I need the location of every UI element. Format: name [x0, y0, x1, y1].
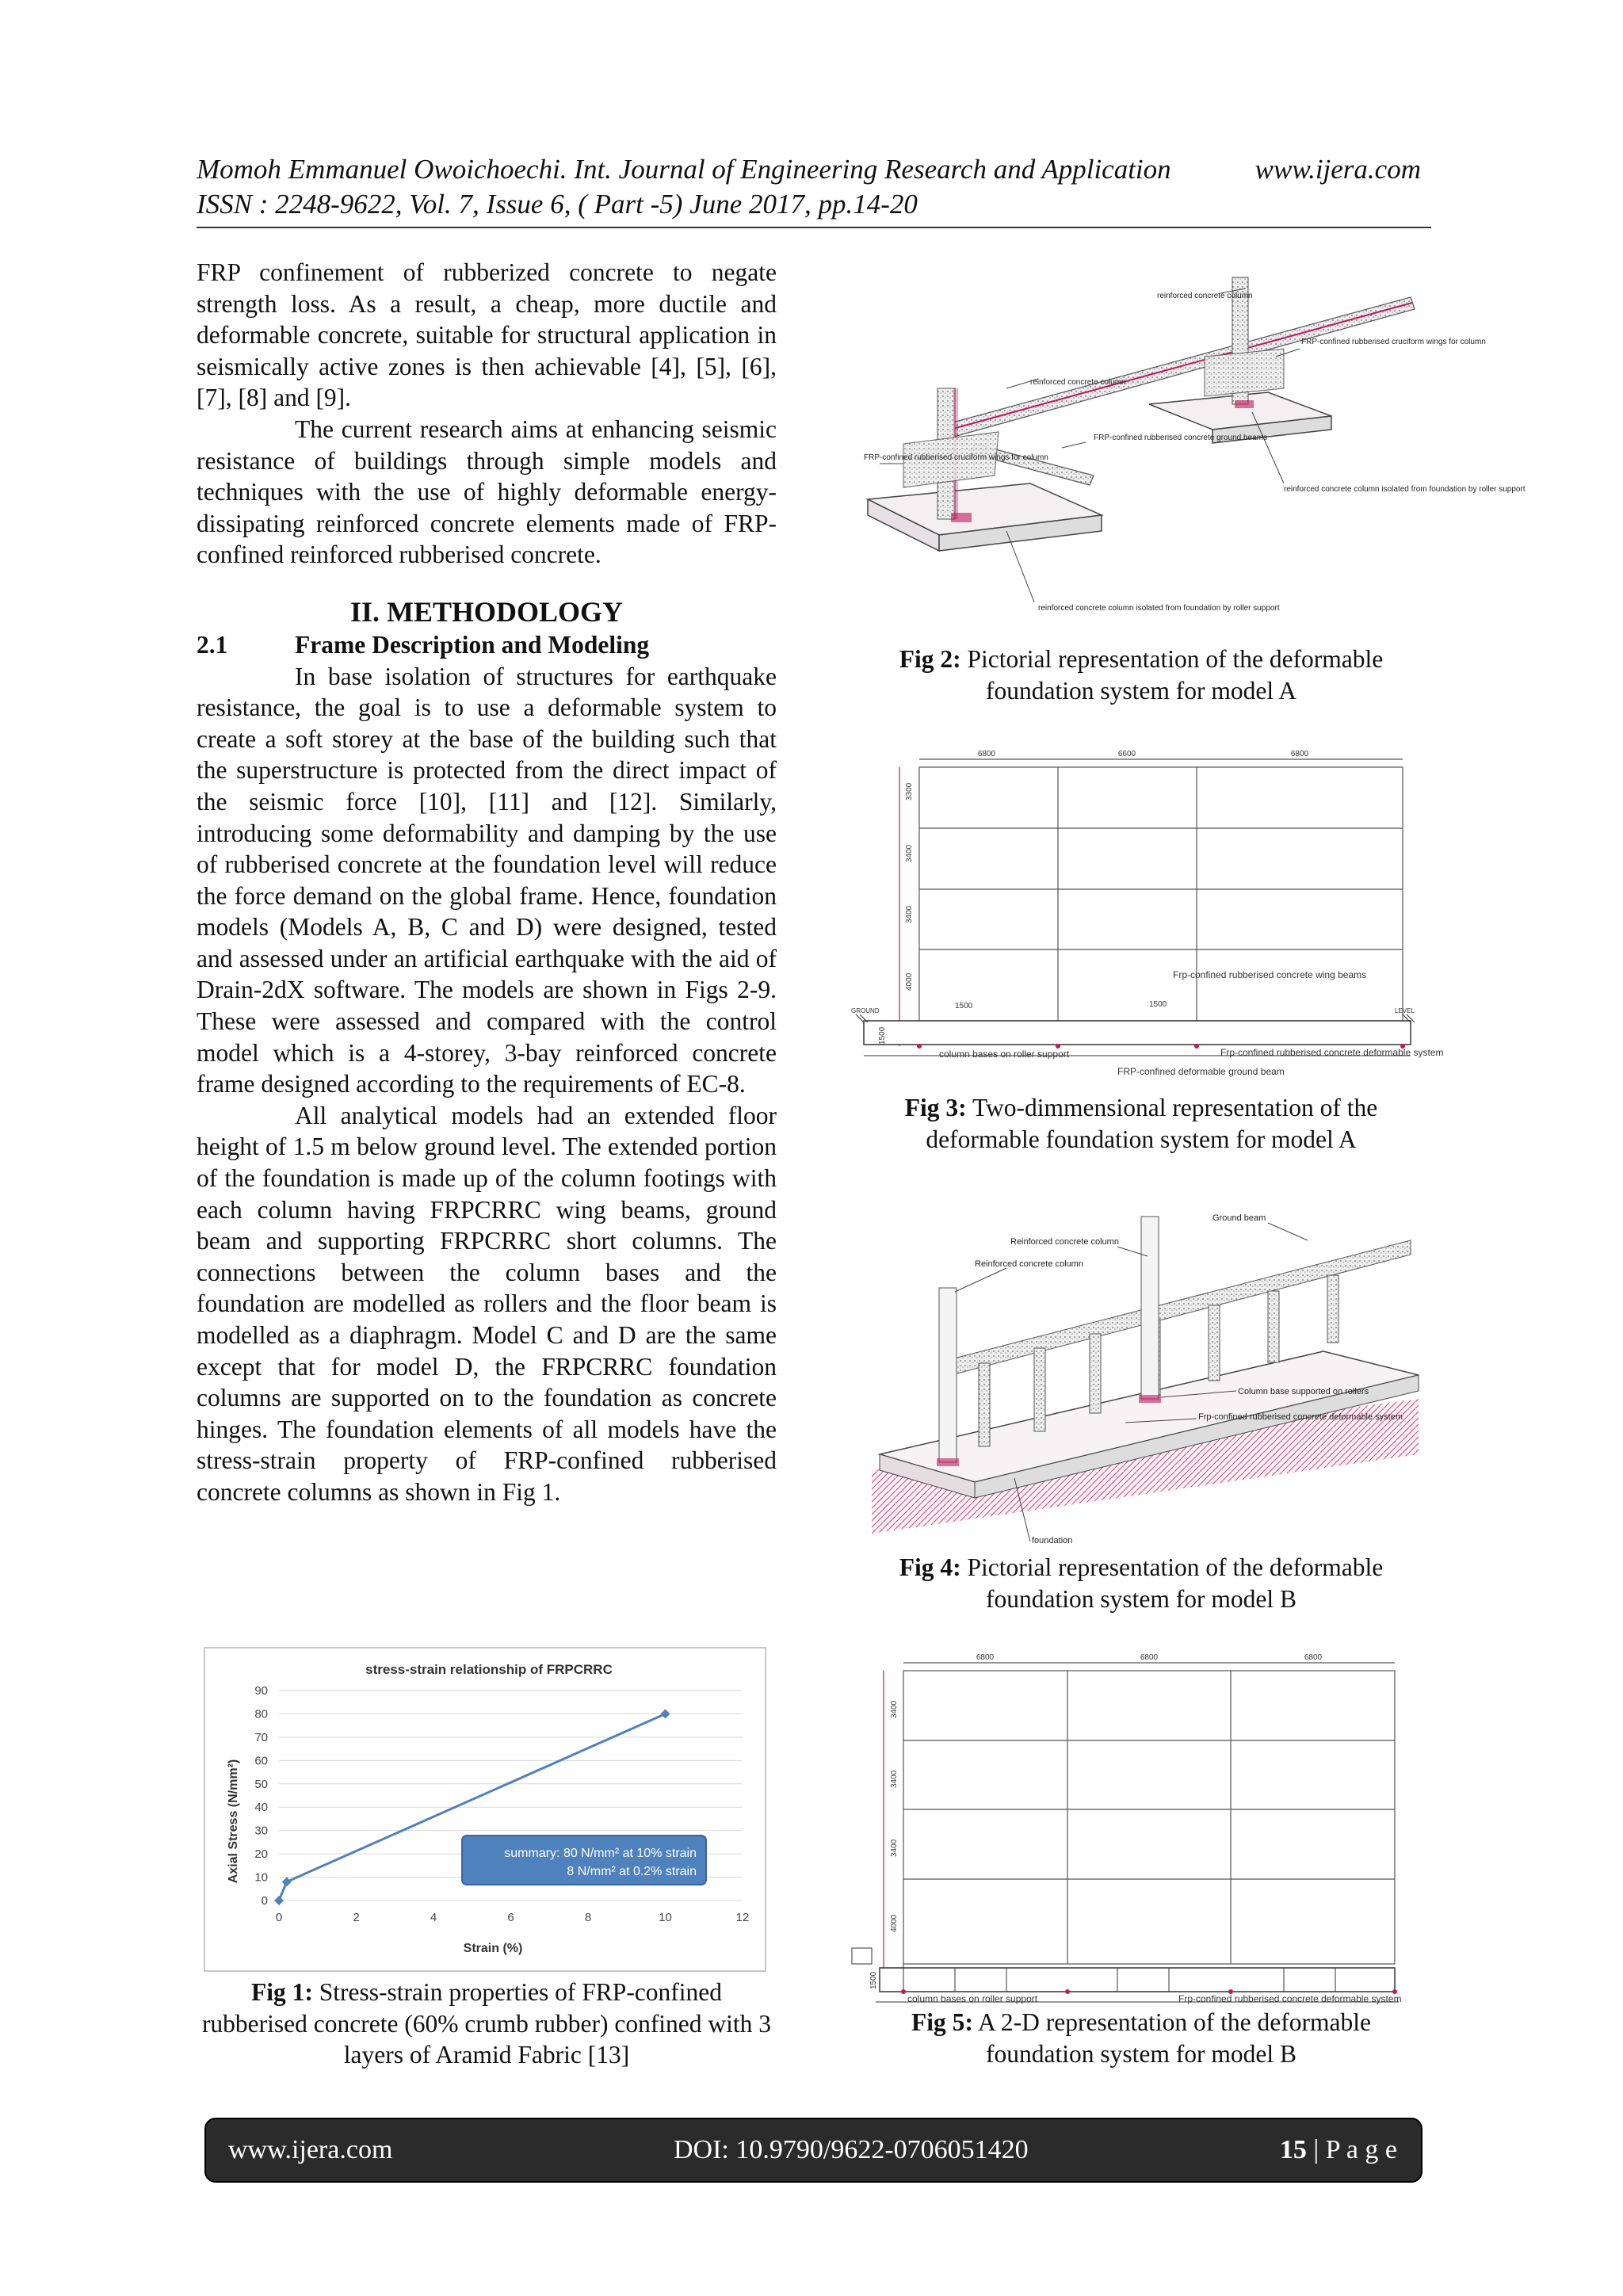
fig4-label-e: Frp-confined rubberised concrete deformable system	[1198, 1412, 1403, 1422]
fig2-label-a: reinforced concrete column	[1157, 292, 1253, 300]
paragraph-aims: The current research aims at enhancing seismic resistance of buildings through simple models and techniques with the use of highly deformable energy-dissipating reinforced concrete elements made of FRP-confined reinforced rubberised concrete.	[197, 415, 777, 569]
summary-line-2: 8 N/mm² at 0.2% strain	[567, 1865, 697, 1878]
fig5-base: 1500	[869, 1971, 878, 1989]
fig4-label-b: Reinforced concrete column	[1010, 1237, 1119, 1247]
figure-1-label: Fig 1:	[250, 1978, 313, 2006]
chart-frame	[204, 1648, 766, 1971]
y-tick-label: 10	[254, 1870, 268, 1885]
y-tick-label: 0	[261, 1894, 268, 1908]
fig3-span-3: 6800	[1290, 750, 1309, 758]
fig3-base: 1500	[878, 1026, 887, 1045]
paragraph-models: All analytical models had an extended floor height of 1.5 m below ground level. The extended portion of the foundation is made up of the column footings with each column having FRPCRRC wing beams, ground beam and supporting FRPCRRC short columns. The connections between the column bases and the foundation are modelled as rollers and the floor beam is modelled as a diaphragm. Model C and D are the same except that for model D, the FRPCRRC foundation columns are supported on to the foundation as concrete hinges. The foundation elements of all models have the stress-strain property of FRP-confined rubberised concrete columns as shown in Fig 1.	[197, 1101, 777, 1506]
fig3-height-2: 3400	[905, 844, 914, 862]
subsection-heading	[197, 629, 777, 661]
left-column	[197, 257, 777, 1508]
fig3-ground-right: LEVEL	[1395, 1007, 1415, 1014]
section-title: II. METHODOLOGY	[349, 595, 624, 628]
footer-page	[1280, 2135, 1397, 2165]
figure-1-caption-text: Stress-strain properties of FRP-confined rubberised concrete (60% crumb rubber) confined with 3 layers of Aramid Fabric [13]	[201, 1978, 772, 2069]
journal-citation: Momoh Emmanuel Owoichoechi. Int. Journal of Engineering Research and Application	[197, 154, 1171, 185]
header-rule	[197, 227, 1431, 228]
x-tick-label: 8	[584, 1911, 592, 1924]
fig4-label-a: Ground beam	[1212, 1213, 1266, 1223]
y-tick-label: 60	[254, 1754, 268, 1768]
fig3-height-4: 4000	[905, 972, 914, 991]
chart-title: stress-strain relationship of FRPCRRC	[365, 1662, 613, 1677]
fig5-height-3: 3400	[890, 1839, 899, 1857]
fig3-ground-beam-label: FRP-confined deformable ground beam	[1117, 1066, 1285, 1077]
y-axis-label: Axial Stress (N/mm²)	[227, 1759, 240, 1884]
fig2-label-b: FRP-confined rubberised cruciform wings for column	[864, 453, 1048, 462]
paragraph-base-isolation: In base isolation of structures for earthquake resistance, the goal is to use a deformable system to create a soft storey at the base of the building such that the superstructure is protected from the direct impact of the seismic force [10], [11] and [12]. Similarly, introducing some deformability and damping by the use of rubberised concrete at the foundation level will reduce the force demand on the global frame. Hence, foundation models (Models A, B, C and D) were designed, tested and assessed under an artificial earthquake with the aid of Drain-2dX software. The models are shown in Figs 2-9. These were assessed and compared with the control model which is a 4-storey, 3-bay reinforced concrete frame designed according to the requirements of EC-8.	[197, 662, 777, 1098]
fig5-height-2: 3400	[890, 1770, 899, 1788]
fig2-label-d: FRP-confined rubberised concrete ground beams	[1094, 434, 1268, 442]
figure-3-label: Fig 3:	[904, 1094, 967, 1121]
figure-4-caption-text: Pictorial representation of the deformable foundation system for model B	[967, 1553, 1384, 1613]
figure-4-label: Fig 4:	[899, 1553, 961, 1581]
issn-line: ISSN : 2248-9622, Vol. 7, Issue 6, ( Part -5) June 2017, pp.14-20	[197, 189, 918, 220]
fig5-foundation	[880, 1968, 1395, 1992]
fig5-span-1: 6800	[976, 1653, 995, 1662]
x-tick-label: 0	[275, 1911, 283, 1924]
figure-2-drawing	[856, 262, 1526, 634]
subsection-number: 2.1	[197, 630, 228, 659]
fig5-span-2: 6800	[1140, 1653, 1159, 1662]
figure-5-drawing	[844, 1647, 1423, 2011]
figure-4-drawing	[864, 1193, 1426, 1549]
fig3-wing-width-2: 1500	[1149, 1000, 1167, 1009]
y-tick-label: 70	[254, 1730, 268, 1744]
x-tick-label: 10	[659, 1911, 672, 1924]
figure-2-caption	[864, 644, 1419, 706]
page-word: | P a g e	[1306, 2135, 1397, 2164]
figure-1-caption	[197, 1977, 777, 2071]
fig3-span-1: 6800	[977, 750, 996, 758]
y-tick-label: 30	[254, 1824, 268, 1838]
fig4-label-f: foundation	[1032, 1536, 1073, 1545]
fig5-span-3: 6800	[1304, 1653, 1323, 1662]
page-footer	[204, 2118, 1423, 2183]
figure-3-caption	[864, 1092, 1419, 1155]
fig3-ground-left: GROUND	[851, 1007, 880, 1014]
figure-5-caption	[864, 2007, 1419, 2069]
y-tick-label: 20	[254, 1847, 268, 1862]
fig4-label-c: Reinforced concrete column	[975, 1259, 1083, 1269]
fig4-label-d: Column base supported on rollers	[1238, 1387, 1369, 1396]
footer-doi[interactable]: DOI: 10.9790/9622-0706051420	[674, 2135, 1029, 2164]
fig3-system-label: Frp-confined rubberised concrete deformable system	[1220, 1047, 1444, 1058]
x-tick-label: 12	[735, 1911, 750, 1924]
fig3-span-2: 6600	[1117, 750, 1136, 758]
fig2-label-f: reinforced concrete column isolated from foundation by roller support	[1284, 485, 1526, 494]
fig3-height-1: 3300	[905, 782, 914, 800]
fig5-system-label: Frp-confined rubberised concrete deformable system	[1178, 1993, 1402, 2004]
figure-2-caption-text: Pictorial representation of the deformable foundation system for model A	[967, 645, 1384, 705]
figure-2-label: Fig 2:	[899, 645, 961, 673]
figure-4-caption	[864, 1552, 1419, 1614]
running-header	[197, 152, 1421, 222]
figure-3-caption-text: Two-dimmensional representation of the deformable foundation system for model A	[926, 1094, 1378, 1153]
figure-5-label: Fig 5:	[911, 2008, 973, 2036]
fig3-wing-label: Frp-confined rubberised concrete wing beams	[1173, 969, 1367, 980]
footer-url[interactable]: www.ijera.com	[228, 2135, 393, 2164]
fig5-height-4: 4000	[890, 1914, 899, 1932]
fig3-wing-width-1: 1500	[955, 1002, 973, 1010]
fig5-roller-label: column bases on roller support	[907, 1993, 1038, 2004]
fig2-label-g: reinforced concrete column isolated from foundation by roller support	[1038, 604, 1280, 613]
fig3-roller-label: column bases on roller support	[939, 1049, 1070, 1060]
y-tick-label: 90	[254, 1684, 268, 1698]
figure-5-caption-text: A 2-D representation of the deformable foundation system for model B	[978, 2008, 1371, 2068]
paragraph-intro: FRP confinement of rubberized concrete to negate strength loss. As a result, a cheap, more ductile and deformable concrete, suitable for structural application in seismically active zones is then achievable [4], [5], [6], [7], [8] and [9].	[197, 258, 777, 412]
figure-3-drawing	[848, 745, 1444, 1094]
x-tick-label: 2	[353, 1911, 360, 1924]
summary-line-1: summary: 80 N/mm² at 10% strain	[504, 1847, 697, 1860]
x-tick-label: 6	[507, 1911, 514, 1924]
journal-url[interactable]: www.ijera.com	[1254, 154, 1421, 185]
y-tick-label: 50	[254, 1777, 268, 1791]
fig2-label-c: reinforced concrete column	[1030, 378, 1126, 387]
fig3-foundation	[864, 1021, 1411, 1045]
fig4-column-right	[1141, 1217, 1159, 1399]
fig2-label-e: FRP-confined rubberised cruciform wings for column	[1301, 338, 1486, 346]
fig4-column-left	[939, 1288, 957, 1462]
page-number: 15	[1279, 2135, 1307, 2164]
y-tick-label: 80	[254, 1707, 268, 1721]
fig5-height-1: 3400	[890, 1700, 899, 1718]
x-axis-label: Strain (%)	[463, 1942, 523, 1955]
x-tick-label: 4	[430, 1911, 437, 1924]
y-tick-label: 40	[254, 1801, 268, 1815]
subsection-title: Frame Description and Modeling	[295, 630, 650, 659]
figure-1-chart	[204, 1647, 766, 1972]
fig3-height-3: 3400	[905, 905, 914, 923]
